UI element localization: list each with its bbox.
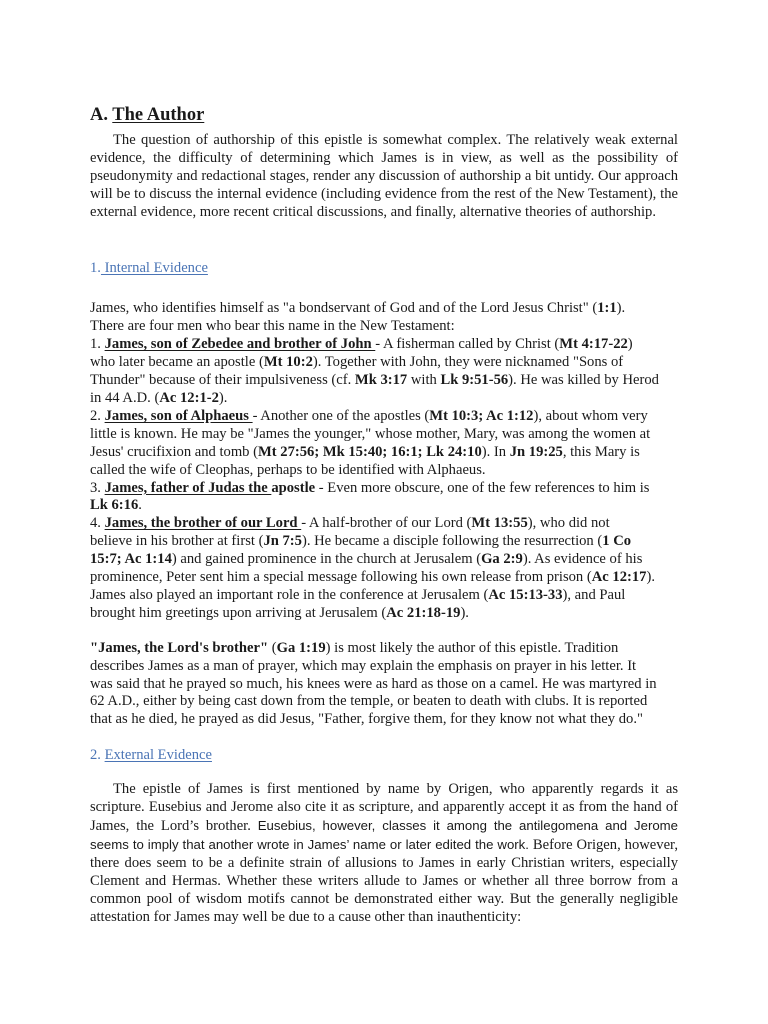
- text-line: [90, 533, 678, 551]
- paragraph-gap: [90, 623, 678, 640]
- scripture-ref: Ga 2:9: [481, 551, 523, 568]
- person-name-tail: apostle: [271, 479, 316, 496]
- text: ). He became a disciple following the resurrection (: [301, 533, 603, 550]
- list-number: 1.: [90, 336, 105, 353]
- list-number: 4.: [90, 515, 105, 532]
- text: ). As evidence of his: [522, 551, 643, 568]
- text: ).: [646, 569, 655, 586]
- text-line: [90, 300, 678, 318]
- text-line: was said that he prayed so much, his knees were as hard as those on a camel. He was martyred in: [90, 675, 657, 692]
- text-line: 62 A.D., either by being cast down from the temple, or beaten to death with clubs. It is reported: [90, 693, 648, 710]
- text-line: [90, 390, 678, 408]
- text-line: [90, 336, 678, 354]
- text: Thunder" because of their impulsiveness (cf.: [90, 372, 355, 389]
- text: brought him greetings upon arriving at Jerusalem (: [90, 604, 387, 621]
- text: (: [268, 639, 277, 656]
- text: prominence, Peter sent him a special message following his own release from prison (: [90, 569, 592, 586]
- list-item-james-brother-of-lord: [90, 515, 678, 622]
- text-line: [90, 480, 678, 498]
- external-evidence-paragraph: [90, 781, 678, 926]
- text-line: describes James as a man of prayer, which may explain the emphasis on prayer in his letter. It: [90, 657, 637, 674]
- text: believe in his brother at first (: [90, 533, 264, 550]
- scripture-ref: Mt 13:55: [471, 515, 528, 532]
- scripture-ref: 15:7; Ac 1:14: [90, 551, 172, 568]
- heading-prefix: A.: [90, 105, 113, 125]
- scripture-ref: Mt 4:17-22: [559, 336, 628, 353]
- text-line: [90, 605, 678, 623]
- text: ).: [616, 300, 626, 317]
- text: James also played an important role in the conference at Jerusalem (: [90, 586, 489, 603]
- text: , this Mary is: [562, 443, 640, 460]
- scripture-ref: 1 Co: [602, 533, 632, 550]
- text-line: There are four men who bear this name in the New Testament:: [90, 318, 455, 335]
- bold-phrase: "James, the Lord's brother": [90, 639, 269, 656]
- person-name: James, father of Judas the: [104, 479, 272, 496]
- text: - A half-brother of our Lord (: [301, 515, 472, 532]
- text: ) is most likely the author of this epistle. Tradition: [325, 639, 619, 656]
- text: - Another one of the apostles (: [252, 407, 430, 424]
- text-line: called the wife of Cleophas, perhaps to be identified with Alphaeus.: [90, 461, 486, 478]
- text: - Even more obscure, one of the few references to him is: [315, 479, 650, 496]
- person-name: James, the brother of our Lord: [104, 515, 302, 532]
- text: ) and gained prominence in the church at Jerusalem (: [171, 551, 482, 568]
- list-number: 3.: [90, 479, 105, 496]
- text: ). In: [481, 443, 510, 460]
- text: ). Together with John, they were nicknamed "Sons of: [312, 354, 624, 371]
- text: Jesus' crucifixion and tomb (: [90, 443, 258, 460]
- scripture-ref: Ac 12:17: [591, 569, 647, 586]
- scripture-ref: Ac 15:13-33: [488, 586, 563, 603]
- text-line: [90, 444, 678, 462]
- scripture-ref: Ac 12:1-2: [159, 389, 219, 406]
- scripture-ref: Mt 27:56; Mk 15:40; 16:1; Lk 24:10: [258, 443, 482, 460]
- text: in 44 A.D. (: [90, 389, 160, 406]
- conclusion-paragraph: [90, 640, 678, 730]
- scripture-ref: 1:1: [597, 300, 617, 317]
- scripture-ref: Ac 21:18-19: [386, 604, 461, 621]
- text-line: [90, 497, 678, 515]
- text-line: [90, 515, 678, 533]
- subsection-number: 1.: [90, 259, 101, 276]
- scripture-ref: Jn 19:25: [509, 443, 563, 460]
- intro-paragraph: The question of authorship of this epistle is somewhat complex. The relatively weak external evidence, the difficulty of determining which James is in view, as well as the possibility of pseudonymity and redactional stages, render any discussion of authorship a bit untidy. Our approach will be to discuss the internal evidence (including evidence from the rest of the New Testament), the external evidence, more recent critical discussions, and finally, alternative theories of authorship.: [90, 132, 678, 220]
- text-line: [90, 587, 678, 605]
- text: - A fisherman called by Christ (: [375, 336, 560, 353]
- list-item-james-zebedee: [90, 336, 678, 408]
- list-item-james-alphaeus: [90, 408, 678, 480]
- subsection-number: 2.: [90, 747, 105, 764]
- text: Eusebius, however, classes it among the antilegomena and Jerome seems to imply that another wrote in James’ name or later edited the work.: [90, 818, 678, 852]
- text: ). He was killed by Herod: [508, 372, 659, 389]
- text-line: [90, 551, 678, 569]
- heading-title: The Author: [112, 105, 205, 125]
- scripture-ref: Mt 10:3; Ac 1:12: [429, 407, 534, 424]
- text: with: [407, 372, 441, 389]
- text-line: that as he died, he prayed as did Jesus, "Father, forgive them, for they know not what they do.": [90, 711, 643, 728]
- text-line: [90, 569, 678, 587]
- scripture-ref: Lk 9:51-56: [440, 372, 509, 389]
- text-line: little is known. He may be "James the younger," whose mother, Mary, was among the women at: [90, 425, 651, 442]
- james-intro: [90, 300, 678, 336]
- text-line: [90, 372, 678, 390]
- text: Before Origen, however, there does seem to be a definite strain of allusions to James in early Christian writers, especially Clement and Hermas. Whether these writers allude to James or whether all three borrow from a common pool of wisdom motifs cannot be demonstrated either way. But the generally negligible attestation for James may well be due to a cause other than inauthenticity:: [90, 836, 678, 925]
- text: ), about whom very: [533, 407, 648, 424]
- text: The epistle of James is first mentioned by name by Origen, who apparently regards it as scripture. Eusebius and Jerome also cite it as scripture, and apparently accept it as from the hand of James, the Lord’s brother.: [90, 781, 678, 834]
- text: .: [138, 497, 142, 514]
- text: James, who identifies himself as "a bondservant of God and of the Lord Jesus Christ" (: [90, 300, 598, 317]
- subsection-heading-internal-evidence: [90, 260, 678, 278]
- text: ): [627, 336, 633, 353]
- scripture-ref: Mk 3:17: [354, 372, 408, 389]
- list-item-james-father-of-judas: [90, 480, 678, 516]
- person-name: James, son of Alphaeus: [104, 407, 253, 424]
- subsection-heading-external-evidence: [90, 747, 678, 765]
- text-line: [90, 640, 678, 658]
- text-line: [90, 354, 678, 372]
- text: ).: [460, 604, 469, 621]
- text: who later became an apostle (: [90, 354, 264, 371]
- scripture-ref: Jn 7:5: [263, 533, 302, 550]
- subsection-title: External Evidence: [104, 747, 212, 764]
- subsection-title: Internal Evidence: [100, 259, 208, 276]
- scripture-ref: Ga 1:19: [276, 639, 326, 656]
- section-heading-author: [90, 104, 678, 126]
- text: ).: [218, 389, 228, 406]
- text-line: [90, 408, 678, 426]
- text: ), who did not: [527, 515, 610, 532]
- list-number: 2.: [90, 407, 105, 424]
- person-name: James, son of Zebedee and brother of John: [104, 336, 376, 353]
- scripture-ref: Mt 10:2: [263, 354, 313, 371]
- text: ), and Paul: [562, 586, 626, 603]
- scripture-ref: Lk 6:16: [90, 497, 139, 514]
